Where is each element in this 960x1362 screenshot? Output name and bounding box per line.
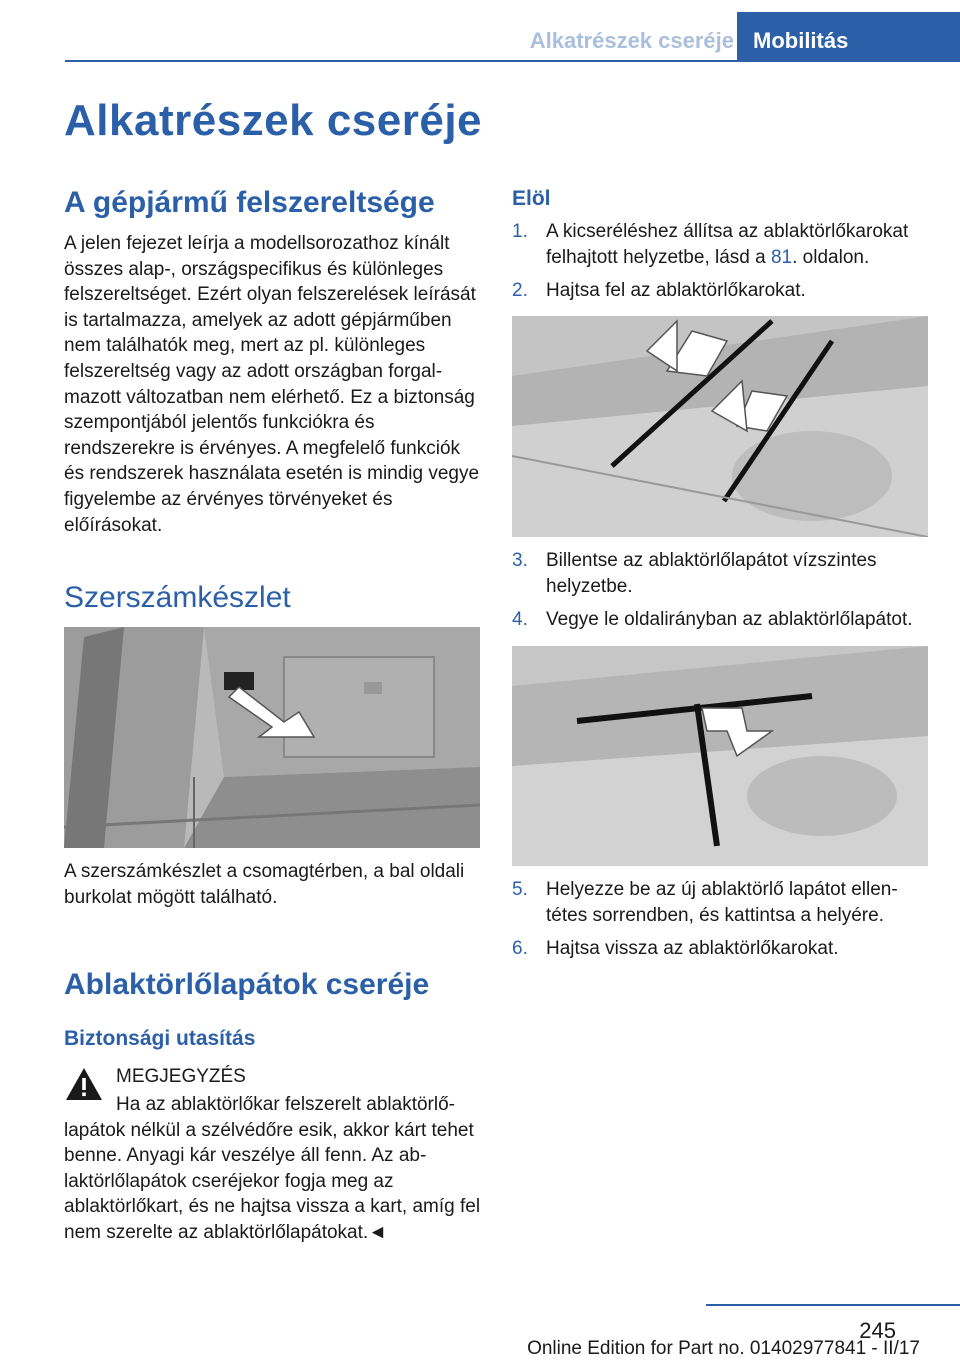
step-text: Vegye le oldalirányban az ablaktörlőlapátot.: [546, 609, 913, 630]
step-1: [512, 219, 928, 270]
toolkit-heading: Szerszámkészlet: [64, 581, 291, 614]
step-number: 1.: [512, 221, 528, 242]
front-heading: Elöl: [512, 187, 551, 210]
step-number: 4.: [512, 609, 528, 630]
page-title: Alkatrészek cseréje: [64, 96, 483, 145]
wiper-blade-figure: [512, 646, 928, 866]
wipers-heading: Ablaktörlőlapátok cseréje: [64, 968, 430, 1001]
step-2: [512, 278, 928, 304]
equipment-text: A jelen fejezet leírja a modellsorozathoz kínált összes alap-, országspecifikus és különleges felszereltséget. Ezért olyan felszerelések leírását is tartalmazza, amelyek az adott gépjárműben nem találhatók meg, mert az pl. különleges felszereltség vagy az adott országban forgalmazott változatban nem elérhető. Ez a biztonság szempontjából jelentős funkciókra és rendszerekre is érvényes. A megfelelő funkciók és rendszerek használata esetén is mindig vegye figyelembe az érvényes törvényeket és előírásokat.: [64, 233, 480, 536]
notice-text: Ha az ablaktörlőkar felszerelt ablaktörlőlapátok nélkül a szélvédőre esik, akkor kárt tehet benne. Anyagi kár veszélye áll fenn. Az ablaktörlőlapátok cseréjekor fogja meg az ablaktörlőkart, és ne hajtsa vissza a kart, amíg fel nem szerelte az ablaktörlőlapátokat.◄: [64, 1094, 481, 1243]
step-text: Billentse az ablaktörlőlapátot vízszintes helyzetbe.: [546, 550, 877, 597]
safety-heading: Biztonsági utasítás: [64, 1027, 256, 1050]
edition-line: Online Edition for Part no. 01402977841 - II/17: [527, 1338, 920, 1359]
toolkit-caption: A szerszámkészlet a csomagtérben, a bal oldali burkolat mögött található.: [64, 861, 465, 908]
step-4: [512, 607, 928, 633]
wiper-arms-figure: [512, 316, 928, 537]
toolkit-figure: [64, 627, 480, 848]
notice-label: MEGJEGYZÉS: [116, 1066, 246, 1087]
page-link[interactable]: 81: [770, 246, 793, 268]
equipment-heading: A gépjármű felszereltsége: [64, 186, 435, 219]
running-header-section: Alkatrészek cseréje: [529, 28, 734, 53]
step-number: 2.: [512, 280, 528, 301]
chapter-tab: Mobilitás: [737, 12, 960, 60]
step-text: Hajtsa fel az ablaktörlőkarokat.: [546, 280, 806, 301]
step-text: Helyezze be az új ablaktörlő lapátot ellentétes sorrendben, és kattintsa a helyére.: [546, 879, 898, 926]
step-number: 5.: [512, 879, 528, 900]
step-5: [512, 877, 928, 928]
page-number: 245: [859, 1318, 896, 1343]
step-3: [512, 548, 928, 599]
step-6: [512, 936, 928, 962]
step-number: 3.: [512, 550, 528, 571]
step-text: Hajtsa vissza az ablaktörlőkarokat.: [546, 938, 839, 959]
header-rule: [65, 60, 960, 62]
step-text: . oldalon.: [792, 246, 870, 268]
footer-rule: [706, 1304, 960, 1306]
step-number: 6.: [512, 938, 528, 959]
step-text: A kicseréléshez állítsa az ablaktörlőkarokat felhajtott helyzetbe, lásd a: [546, 221, 909, 268]
